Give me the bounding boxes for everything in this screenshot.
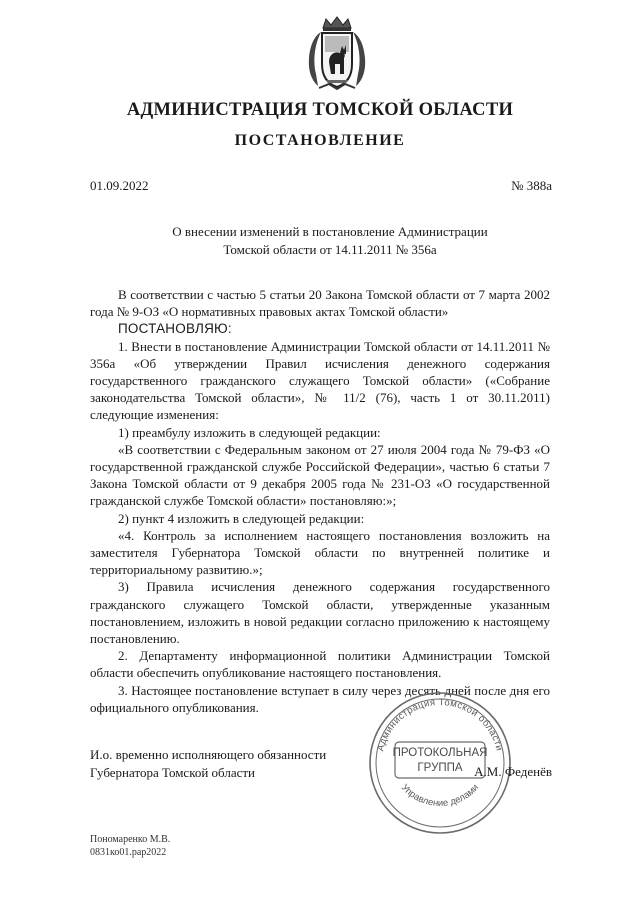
footer-file: 0831ко01.рар2022 (90, 847, 167, 858)
preamble-paragraph: В соответствии с частью 5 статьи 20 Закона Томской области от 7 марта 2002 года № 9-ОЗ «О нормативных правовых актах Томской области» (90, 287, 550, 320)
svg-text:Администрация Томской области (375, 697, 504, 752)
tomsk-coat-of-arms-icon (302, 14, 372, 94)
stamp-bottom-text: Управление делами (398, 782, 482, 810)
document-date: 01.09.2022 (90, 178, 149, 193)
document-body (90, 286, 550, 716)
subject-line-1: О внесении изменений в постановление Администрации (172, 224, 488, 239)
paragraph-2: 2. Департаменту информационной политики Администрации Томской области обеспечить опубликование настоящего постановления. (90, 648, 550, 681)
official-stamp (367, 690, 513, 836)
paragraph-3: 3. Настоящее постановление вступает в силу через десять дней после дня его официального опубликования. (90, 682, 550, 715)
signatory-title-line-1: И.о. временно исполняющего обязанности (90, 747, 327, 762)
paragraph-1-1-quote: «В соответствии с Федеральным законом от 27 июля 2004 года № 79-ФЗ «О государственной гражданской службе Российской Федерации», частью 6 статьи 7 Закона Томской области от 9 декабря 2005 года № 231-ОЗ «О государственной гражданской службе Томской области» постановляю:»; (90, 441, 550, 509)
footer-author: Пономаренко М.В. (90, 834, 171, 845)
stamp-inner-line-1: ПРОТОКОЛЬНАЯ (392, 747, 488, 759)
document-type: ПОСТАНОВЛЕНИЕ (234, 132, 406, 149)
organization-title: АДМИНИСТРАЦИЯ ТОМСКОЙ ОБЛАСТИ (126, 100, 514, 120)
stamp-outer-text: Администрация Томской области (375, 696, 505, 753)
subject-line-2: Томской области от 14.11.2011 № 356а (223, 242, 437, 257)
paragraph-1-2-quote: «4. Контроль за исполнением настоящего постановления возложить на заместителя Губернатора Томской области по внутренней политике и территориальному развитию.»; (90, 527, 550, 578)
document-footer (90, 833, 170, 859)
paragraph-1-1: 1) преамбулу изложить в следующей редакции: (118, 424, 381, 440)
document-number: № 388а (511, 178, 552, 193)
signatory-name: А.М. Феденёв (474, 764, 552, 779)
stamp-inner-line-2: ГРУППА (417, 762, 463, 774)
orders-heading: ПОСТАНОВЛЯЮ: (118, 321, 232, 337)
signatory-title (90, 746, 326, 782)
paragraph-1: 1. Внести в постановление Администрации Томской области от 14.11.2011 № 356а «Об утверждении Правил исчисления денежного содержания государственного гражданского служащего Томской области» («Собрание законодательства Томской области», № 11/2 (76), часть 1 от 30.11.2011) следующие изменения: (90, 338, 550, 423)
svg-text:Управление делами (399, 782, 481, 809)
paragraph-1-2: 2) пункт 4 изложить в следующей редакции: (118, 510, 365, 526)
document-subject (120, 223, 540, 259)
signatory-title-line-2: Губернатора Томской области (90, 765, 256, 780)
paragraph-1-3: 3) Правила исчисления денежного содержания государственного гражданского служащего Томской области, утвержденные указанным постановлением, изложить в новой редакции согласно приложению к настоящему постановлению. (90, 579, 550, 647)
